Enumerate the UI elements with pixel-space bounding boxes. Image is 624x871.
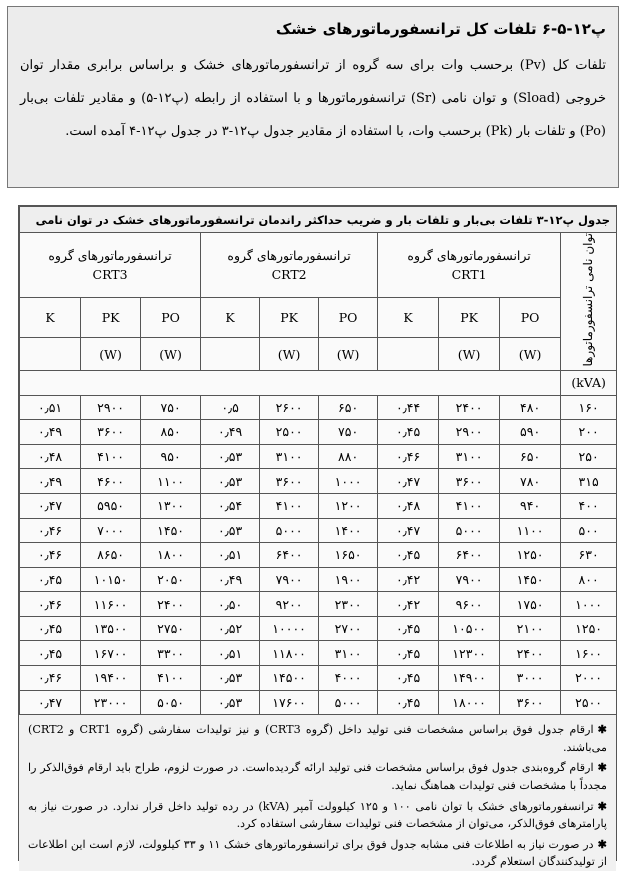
cell-crt2-po: ۲۷۰۰ — [319, 616, 378, 641]
cell-crt2-k: ۰٫۵۲ — [201, 616, 260, 641]
cell-crt3-k: ۰٫۵۱ — [20, 395, 81, 420]
table-notes — [19, 715, 616, 871]
cell-crt3-pk: ۵۹۵۰ — [81, 493, 141, 518]
asterisk-icon: ✱ — [597, 798, 607, 813]
cell-crt1-k: ۰٫۴۷ — [378, 469, 439, 494]
cell-crt2-po: ۵۰۰۰ — [319, 690, 378, 715]
table-row — [20, 592, 617, 617]
intro-paragraph: تلفات کل (Pv) برحسب وات برای سه گروه از ترانسفورماتورهای خشک و براساس برابری مقدار توان خروجی (Sload) و توان نامی (Sr) ترانسفورماتورها و با استفاده از رابطه (پ۱۲-۵) و مقادیر تلفات بی‌بار (Po) و تلفات بار (Pk) برحسب وات، با استفاده از مقادیر جدول پ۱۲-۳ در جدول پ۱۲-۴ آمده است. — [20, 58, 606, 139]
cell-rated-power: ۲۵۰۰ — [561, 690, 617, 715]
cell-crt2-pk: ۱۴۵۰۰ — [260, 666, 319, 691]
cell-crt2-pk: ۴۱۰۰ — [260, 493, 319, 518]
rated-power-unit: (kVA) — [561, 370, 617, 395]
cell-crt1-pk: ۱۰۵۰۰ — [439, 616, 500, 641]
cell-crt3-pk: ۱۹۴۰۰ — [81, 666, 141, 691]
cell-crt3-k: ۰٫۴۹ — [20, 469, 81, 494]
note-text: ترانسفورماتورهای خشک با توان نامی ۱۰۰ و ۱۲۵ کیلوولت آمپر (kVA) در رده تولید داخل قرار ندارد. در صورت نیاز به پارامترهای فوق‌الذکر، می‌توان از مشخصات فنی تولیدات سفارشی استفاده کرد. — [28, 799, 607, 831]
cell-crt3-pk: ۷۰۰۰ — [81, 518, 141, 543]
cell-crt3-po: ۱۸۰۰ — [141, 543, 201, 568]
cell-crt3-k: ۰٫۴۸ — [20, 444, 81, 469]
cell-crt3-pk: ۴۱۰۰ — [81, 444, 141, 469]
note-item — [28, 759, 607, 794]
cell-crt2-pk: ۱۱۸۰۰ — [260, 641, 319, 666]
cell-crt2-po: ۶۵۰ — [319, 395, 378, 420]
rated-power-label: توان نامی ترانسفورماتورها — [581, 233, 596, 367]
table-row — [20, 469, 617, 494]
cell-crt3-pk: ۱۰۱۵۰ — [81, 567, 141, 592]
cell-crt1-po: ۳۶۰۰ — [500, 690, 561, 715]
table-row — [20, 690, 617, 715]
table-row — [20, 395, 617, 420]
cell-crt1-po: ۹۴۰ — [500, 493, 561, 518]
cell-crt1-pk: ۷۹۰۰ — [439, 567, 500, 592]
cell-crt1-po: ۶۵۰ — [500, 444, 561, 469]
col-po: PO — [500, 298, 561, 338]
cell-rated-power: ۱۶۰ — [561, 395, 617, 420]
cell-crt2-pk: ۳۶۰۰ — [260, 469, 319, 494]
cell-crt1-pk: ۱۲۳۰۰ — [439, 641, 500, 666]
cell-crt3-po: ۸۵۰ — [141, 420, 201, 445]
cell-crt1-po: ۱۲۵۰ — [500, 543, 561, 568]
cell-crt3-pk: ۸۶۵۰ — [81, 543, 141, 568]
cell-crt2-k: ۰٫۴۹ — [201, 420, 260, 445]
cell-crt2-po: ۸۸۰ — [319, 444, 378, 469]
group-title: ترانسفورماتورهای گروه — [407, 248, 531, 264]
cell-crt2-po: ۷۵۰ — [319, 420, 378, 445]
cell-crt3-k: ۰٫۴۷ — [20, 690, 81, 715]
table-row — [20, 543, 617, 568]
rated-power-header — [561, 233, 617, 371]
cell-crt3-po: ۲۰۵۰ — [141, 567, 201, 592]
cell-crt1-pk: ۹۶۰۰ — [439, 592, 500, 617]
cell-crt3-k: ۰٫۴۶ — [20, 592, 81, 617]
col-k: K — [378, 298, 439, 338]
cell-crt3-po: ۵۰۵۰ — [141, 690, 201, 715]
cell-crt3-po: ۲۷۵۰ — [141, 616, 201, 641]
cell-crt1-k: ۰٫۴۷ — [378, 518, 439, 543]
cell-rated-power: ۱۶۰۰ — [561, 641, 617, 666]
cell-crt3-po: ۴۱۰۰ — [141, 666, 201, 691]
cell-crt2-pk: ۳۱۰۰ — [260, 444, 319, 469]
header-spacer — [20, 370, 561, 395]
cell-crt1-pk: ۱۸۰۰۰ — [439, 690, 500, 715]
cell-crt3-po: ۳۳۰۰ — [141, 641, 201, 666]
cell-crt3-pk: ۴۶۰۰ — [81, 469, 141, 494]
cell-crt1-pk: ۵۰۰۰ — [439, 518, 500, 543]
cell-rated-power: ۲۵۰ — [561, 444, 617, 469]
unit-k — [201, 338, 260, 370]
note-item — [28, 836, 607, 871]
note-item — [28, 721, 607, 756]
cell-crt2-po: ۴۰۰۰ — [319, 666, 378, 691]
cell-crt2-k: ۰٫۵۴ — [201, 493, 260, 518]
cell-crt2-k: ۰٫۵۱ — [201, 641, 260, 666]
cell-crt3-po: ۱۴۵۰ — [141, 518, 201, 543]
table-caption: جدول پ۱۲-۳ تلفات بی‌بار و تلفات بار و ضریب حداکثر راندمان ترانسفورماتورهای خشک در توان نامی — [20, 207, 617, 233]
group-code: CRT1 — [451, 267, 487, 283]
cell-crt2-po: ۱۶۵۰ — [319, 543, 378, 568]
group-title: ترانسفورماتورهای گروه — [227, 248, 351, 264]
section-title: پ۱۲-۵-۶ تلفات کل ترانسفورماتورهای خشک — [275, 20, 606, 38]
col-pk: PK — [81, 298, 141, 338]
cell-crt3-po: ۱۳۰۰ — [141, 493, 201, 518]
table-row — [20, 420, 617, 445]
group-code: CRT3 — [92, 267, 128, 283]
cell-rated-power: ۳۱۵ — [561, 469, 617, 494]
table-row — [20, 444, 617, 469]
cell-rated-power: ۸۰۰ — [561, 567, 617, 592]
table-body — [20, 395, 617, 715]
cell-rated-power: ۵۰۰ — [561, 518, 617, 543]
cell-rated-power: ۲۰۰ — [561, 420, 617, 445]
note-text: ارقام گروه‌بندی جدول فوق براساس مشخصات فنی تولید ارائه گردیده‌است. در صورت لزوم، طراح باید ارقام فوق‌الذکر را مجدداً با مشخصات فنی تولیدات هماهنگ نماید. — [28, 761, 607, 793]
cell-crt2-pk: ۲۶۰۰ — [260, 395, 319, 420]
cell-crt3-pk: ۱۳۵۰۰ — [81, 616, 141, 641]
cell-crt2-po: ۱۹۰۰ — [319, 567, 378, 592]
cell-rated-power: ۶۳۰ — [561, 543, 617, 568]
cell-crt1-po: ۱۴۵۰ — [500, 567, 561, 592]
col-pk: PK — [439, 298, 500, 338]
intro-box — [7, 6, 619, 188]
cell-rated-power: ۱۰۰۰ — [561, 592, 617, 617]
cell-crt2-k: ۰٫۵۰ — [201, 592, 260, 617]
cell-crt1-k: ۰٫۴۵ — [378, 616, 439, 641]
group-title: ترانسفورماتورهای گروه — [48, 248, 172, 264]
cell-crt3-pk: ۱۱۶۰۰ — [81, 592, 141, 617]
unit-w: (W) — [260, 338, 319, 370]
note-text: در صورت نیاز به اطلاعات فنی مشابه جدول فوق برای ترانسفورماتورهای خشک ۱۱ و ۳۳ کیلوولت، لازم است این اطلاعات از تولیدکنندگان استعلام گردد. — [28, 837, 607, 869]
cell-crt3-k: ۰٫۴۵ — [20, 616, 81, 641]
cell-crt3-pk: ۲۳۰۰۰ — [81, 690, 141, 715]
cell-rated-power: ۴۰۰ — [561, 493, 617, 518]
cell-crt1-k: ۰٫۴۵ — [378, 420, 439, 445]
asterisk-icon: ✱ — [597, 760, 607, 775]
cell-crt1-k: ۰٫۴۵ — [378, 666, 439, 691]
group-header-crt3 — [20, 233, 201, 298]
table-row — [20, 616, 617, 641]
cell-crt1-po: ۴۸۰ — [500, 395, 561, 420]
cell-crt2-k: ۰٫۵۳ — [201, 690, 260, 715]
cell-rated-power: ۲۰۰۰ — [561, 666, 617, 691]
cell-crt1-k: ۰٫۴۴ — [378, 395, 439, 420]
col-pk: PK — [260, 298, 319, 338]
cell-crt2-pk: ۱۰۰۰۰ — [260, 616, 319, 641]
cell-crt2-pk: ۵۰۰۰ — [260, 518, 319, 543]
cell-crt1-pk: ۲۴۰۰ — [439, 395, 500, 420]
cell-crt3-pk: ۳۶۰۰ — [81, 420, 141, 445]
note-text: ارقام جدول فوق براساس مشخصات فنی تولید داخل (گروه CRT3) و نیز تولیدات سفارشی (گروه CRT1 و CRT2) می‌باشند. — [28, 723, 607, 754]
cell-crt1-po: ۳۰۰۰ — [500, 666, 561, 691]
unit-w: (W) — [439, 338, 500, 370]
asterisk-icon: ✱ — [597, 722, 608, 737]
cell-crt3-po: ۹۵۰ — [141, 444, 201, 469]
cell-crt1-po: ۱۱۰۰ — [500, 518, 561, 543]
cell-crt2-k: ۰٫۵۳ — [201, 518, 260, 543]
cell-crt3-k: ۰٫۴۶ — [20, 518, 81, 543]
cell-crt1-po: ۱۷۵۰ — [500, 592, 561, 617]
cell-crt1-pk: ۳۱۰۰ — [439, 444, 500, 469]
table-row — [20, 641, 617, 666]
cell-crt3-k: ۰٫۴۷ — [20, 493, 81, 518]
cell-rated-power: ۱۲۵۰ — [561, 616, 617, 641]
table-row — [20, 666, 617, 691]
cell-crt2-pk: ۲۵۰۰ — [260, 420, 319, 445]
col-po: PO — [319, 298, 378, 338]
cell-crt2-po: ۳۱۰۰ — [319, 641, 378, 666]
cell-crt3-po: ۱۱۰۰ — [141, 469, 201, 494]
cell-crt1-pk: ۳۶۰۰ — [439, 469, 500, 494]
group-header-crt1 — [378, 233, 561, 298]
cell-crt3-po: ۲۴۰۰ — [141, 592, 201, 617]
table-container — [18, 205, 617, 869]
group-header-crt2 — [201, 233, 378, 298]
losses-table — [19, 206, 617, 715]
col-po: PO — [141, 298, 201, 338]
cell-crt3-k: ۰٫۴۹ — [20, 420, 81, 445]
unit-w: (W) — [319, 338, 378, 370]
cell-crt1-po: ۵۹۰ — [500, 420, 561, 445]
cell-crt2-po: ۱۴۰۰ — [319, 518, 378, 543]
cell-crt2-pk: ۷۹۰۰ — [260, 567, 319, 592]
cell-crt1-k: ۰٫۴۵ — [378, 690, 439, 715]
unit-w: (W) — [500, 338, 561, 370]
group-code: CRT2 — [271, 267, 307, 283]
unit-k — [378, 338, 439, 370]
asterisk-icon: ✱ — [597, 836, 608, 851]
cell-crt1-pk: ۶۴۰۰ — [439, 543, 500, 568]
cell-crt3-k: ۰٫۴۵ — [20, 567, 81, 592]
table-row — [20, 567, 617, 592]
cell-crt1-pk: ۲۹۰۰ — [439, 420, 500, 445]
cell-crt3-pk: ۲۹۰۰ — [81, 395, 141, 420]
cell-crt3-k: ۰٫۴۶ — [20, 543, 81, 568]
table-row — [20, 493, 617, 518]
cell-crt3-pk: ۱۶۷۰۰ — [81, 641, 141, 666]
cell-crt2-k: ۰٫۵۱ — [201, 543, 260, 568]
note-item — [28, 798, 607, 833]
col-k: K — [20, 298, 81, 338]
cell-crt1-po: ۷۸۰ — [500, 469, 561, 494]
unit-w: (W) — [81, 338, 141, 370]
cell-crt1-k: ۰٫۴۵ — [378, 543, 439, 568]
cell-crt1-k: ۰٫۴۸ — [378, 493, 439, 518]
cell-crt1-k: ۰٫۴۶ — [378, 444, 439, 469]
unit-w: (W) — [141, 338, 201, 370]
col-k: K — [201, 298, 260, 338]
cell-crt2-po: ۲۳۰۰ — [319, 592, 378, 617]
cell-crt2-pk: ۶۴۰۰ — [260, 543, 319, 568]
cell-crt1-k: ۰٫۴۲ — [378, 592, 439, 617]
cell-crt2-pk: ۱۷۶۰۰ — [260, 690, 319, 715]
cell-crt2-k: ۰٫۵۳ — [201, 469, 260, 494]
cell-crt3-k: ۰٫۴۵ — [20, 641, 81, 666]
cell-crt1-po: ۲۱۰۰ — [500, 616, 561, 641]
unit-k — [20, 338, 81, 370]
cell-crt3-k: ۰٫۴۶ — [20, 666, 81, 691]
cell-crt2-po: ۱۰۰۰ — [319, 469, 378, 494]
cell-crt2-pk: ۹۲۰۰ — [260, 592, 319, 617]
cell-crt2-k: ۰٫۵۳ — [201, 444, 260, 469]
table-row — [20, 518, 617, 543]
cell-crt3-po: ۷۵۰ — [141, 395, 201, 420]
cell-crt1-pk: ۴۱۰۰ — [439, 493, 500, 518]
cell-crt1-k: ۰٫۴۵ — [378, 641, 439, 666]
cell-crt1-pk: ۱۴۹۰۰ — [439, 666, 500, 691]
cell-crt1-po: ۲۴۰۰ — [500, 641, 561, 666]
cell-crt2-k: ۰٫۵۳ — [201, 666, 260, 691]
cell-crt2-k: ۰٫۴۹ — [201, 567, 260, 592]
cell-crt2-k: ۰٫۵ — [201, 395, 260, 420]
cell-crt2-po: ۱۲۰۰ — [319, 493, 378, 518]
cell-crt1-k: ۰٫۴۲ — [378, 567, 439, 592]
